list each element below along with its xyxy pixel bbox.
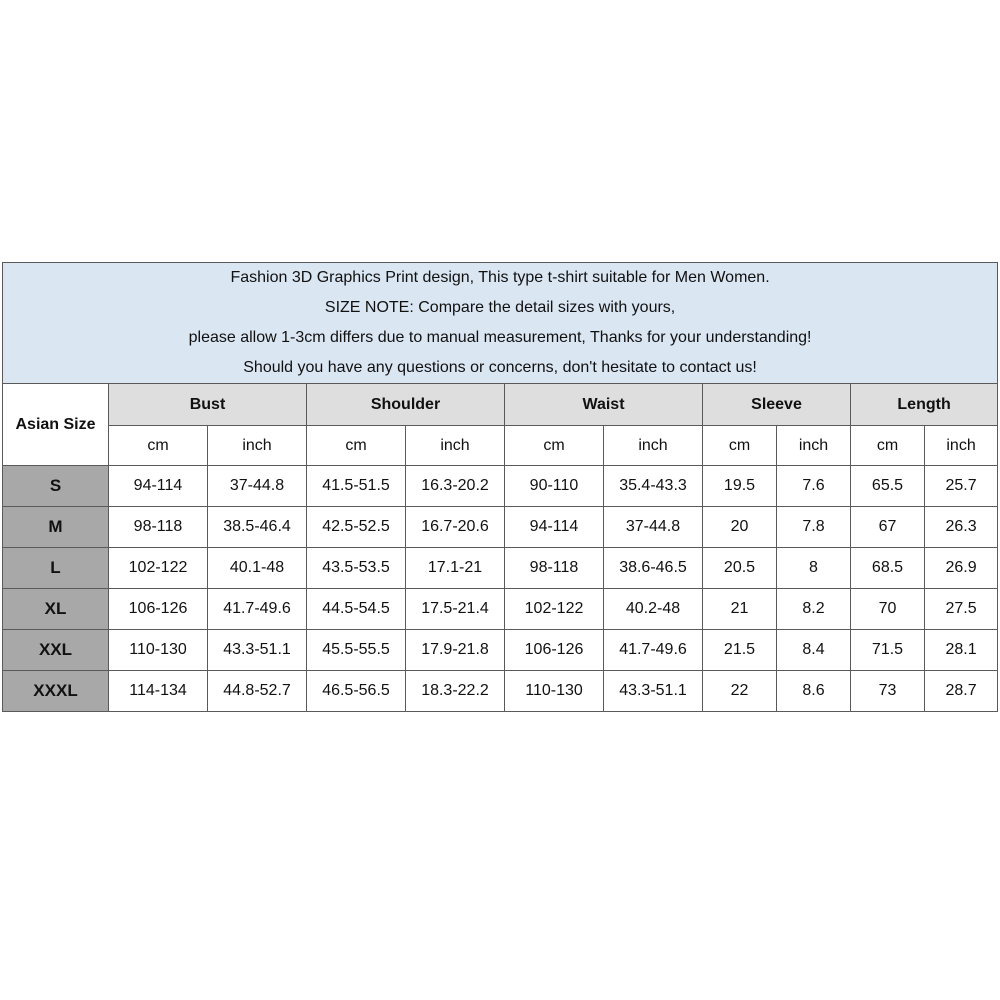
measurement-cell: 26.9 xyxy=(925,548,998,589)
note-line-4: Should you have any questions or concerns, don't hesitate to contact us! xyxy=(243,359,757,376)
measurement-cell: 38.6-46.5 xyxy=(604,548,703,589)
measurement-cell: 21.5 xyxy=(703,630,777,671)
measurement-cell: 40.1-48 xyxy=(208,548,307,589)
measurement-cell: 16.7-20.6 xyxy=(406,507,505,548)
size-label: XL xyxy=(3,589,109,630)
measurement-cell: 106-126 xyxy=(109,589,208,630)
asian-size-header: Asian Size xyxy=(3,384,109,466)
measurement-cell: 98-118 xyxy=(109,507,208,548)
measurement-cell: 44.8-52.7 xyxy=(208,671,307,712)
measurement-cell: 110-130 xyxy=(109,630,208,671)
measurement-cell: 38.5-46.4 xyxy=(208,507,307,548)
measurement-cell: 27.5 xyxy=(925,589,998,630)
unit-header: inch xyxy=(925,426,998,466)
measurement-cell: 94-114 xyxy=(505,507,604,548)
column-header-waist: Waist xyxy=(505,384,703,426)
measurement-cell: 94-114 xyxy=(109,466,208,507)
measurement-cell: 110-130 xyxy=(505,671,604,712)
size-chart-table xyxy=(2,262,998,712)
measurement-cell: 8 xyxy=(777,548,851,589)
measurement-cell: 16.3-20.2 xyxy=(406,466,505,507)
unit-header: inch xyxy=(208,426,307,466)
unit-header: cm xyxy=(307,426,406,466)
table-row xyxy=(3,589,998,630)
measurement-cell: 25.7 xyxy=(925,466,998,507)
measurement-cell: 20 xyxy=(703,507,777,548)
measurement-cell: 41.7-49.6 xyxy=(604,630,703,671)
measurement-cell: 114-134 xyxy=(109,671,208,712)
measurement-cell: 7.6 xyxy=(777,466,851,507)
measurement-cell: 41.7-49.6 xyxy=(208,589,307,630)
measurement-cell: 43.3-51.1 xyxy=(604,671,703,712)
measurement-cell: 37-44.8 xyxy=(604,507,703,548)
measurement-cell: 65.5 xyxy=(851,466,925,507)
measurement-cell: 73 xyxy=(851,671,925,712)
measurement-cell: 70 xyxy=(851,589,925,630)
size-label: L xyxy=(3,548,109,589)
unit-header: inch xyxy=(406,426,505,466)
size-label: M xyxy=(3,507,109,548)
measurement-cell: 17.5-21.4 xyxy=(406,589,505,630)
table-row xyxy=(3,548,998,589)
measurement-header-row xyxy=(3,384,998,426)
size-label: S xyxy=(3,466,109,507)
unit-header: cm xyxy=(703,426,777,466)
measurement-cell: 44.5-54.5 xyxy=(307,589,406,630)
column-header-sleeve: Sleeve xyxy=(703,384,851,426)
measurement-cell: 22 xyxy=(703,671,777,712)
measurement-cell: 17.9-21.8 xyxy=(406,630,505,671)
measurement-cell: 20.5 xyxy=(703,548,777,589)
measurement-cell: 45.5-55.5 xyxy=(307,630,406,671)
measurement-cell: 90-110 xyxy=(505,466,604,507)
measurement-cell: 18.3-22.2 xyxy=(406,671,505,712)
unit-header: inch xyxy=(777,426,851,466)
size-note-banner xyxy=(3,263,998,384)
table-row xyxy=(3,630,998,671)
measurement-cell: 28.7 xyxy=(925,671,998,712)
measurement-cell: 8.6 xyxy=(777,671,851,712)
measurement-cell: 41.5-51.5 xyxy=(307,466,406,507)
measurement-cell: 102-122 xyxy=(109,548,208,589)
measurement-cell: 102-122 xyxy=(505,589,604,630)
measurement-cell: 43.5-53.5 xyxy=(307,548,406,589)
measurement-cell: 26.3 xyxy=(925,507,998,548)
measurement-cell: 19.5 xyxy=(703,466,777,507)
measurement-cell: 68.5 xyxy=(851,548,925,589)
measurement-cell: 98-118 xyxy=(505,548,604,589)
table-row xyxy=(3,466,998,507)
unit-header: cm xyxy=(505,426,604,466)
note-line-2: SIZE NOTE: Compare the detail sizes with yours, xyxy=(324,299,676,316)
measurement-cell: 46.5-56.5 xyxy=(307,671,406,712)
measurement-cell: 106-126 xyxy=(505,630,604,671)
column-header-bust: Bust xyxy=(109,384,307,426)
measurement-cell: 8.4 xyxy=(777,630,851,671)
note-line-1: Fashion 3D Graphics Print design, This type t-shirt suitable for Men Women. xyxy=(230,269,770,286)
measurement-cell: 21 xyxy=(703,589,777,630)
measurement-cell: 28.1 xyxy=(925,630,998,671)
measurement-cell: 17.1-21 xyxy=(406,548,505,589)
measurement-cell: 40.2-48 xyxy=(604,589,703,630)
table-row xyxy=(3,671,998,712)
note-row xyxy=(3,263,998,384)
measurement-cell: 67 xyxy=(851,507,925,548)
measurement-cell: 71.5 xyxy=(851,630,925,671)
measurement-cell: 7.8 xyxy=(777,507,851,548)
unit-header-row xyxy=(3,426,998,466)
unit-header: cm xyxy=(109,426,208,466)
size-label: XXXL xyxy=(3,671,109,712)
size-label: XXL xyxy=(3,630,109,671)
note-line-3: please allow 1-3cm differs due to manual measurement, Thanks for your understanding! xyxy=(188,329,812,346)
measurement-cell: 42.5-52.5 xyxy=(307,507,406,548)
measurement-cell: 43.3-51.1 xyxy=(208,630,307,671)
column-header-shoulder: Shoulder xyxy=(307,384,505,426)
column-header-length: Length xyxy=(851,384,998,426)
measurement-cell: 8.2 xyxy=(777,589,851,630)
unit-header: inch xyxy=(604,426,703,466)
unit-header: cm xyxy=(851,426,925,466)
measurement-cell: 37-44.8 xyxy=(208,466,307,507)
measurement-cell: 35.4-43.3 xyxy=(604,466,703,507)
table-row xyxy=(3,507,998,548)
